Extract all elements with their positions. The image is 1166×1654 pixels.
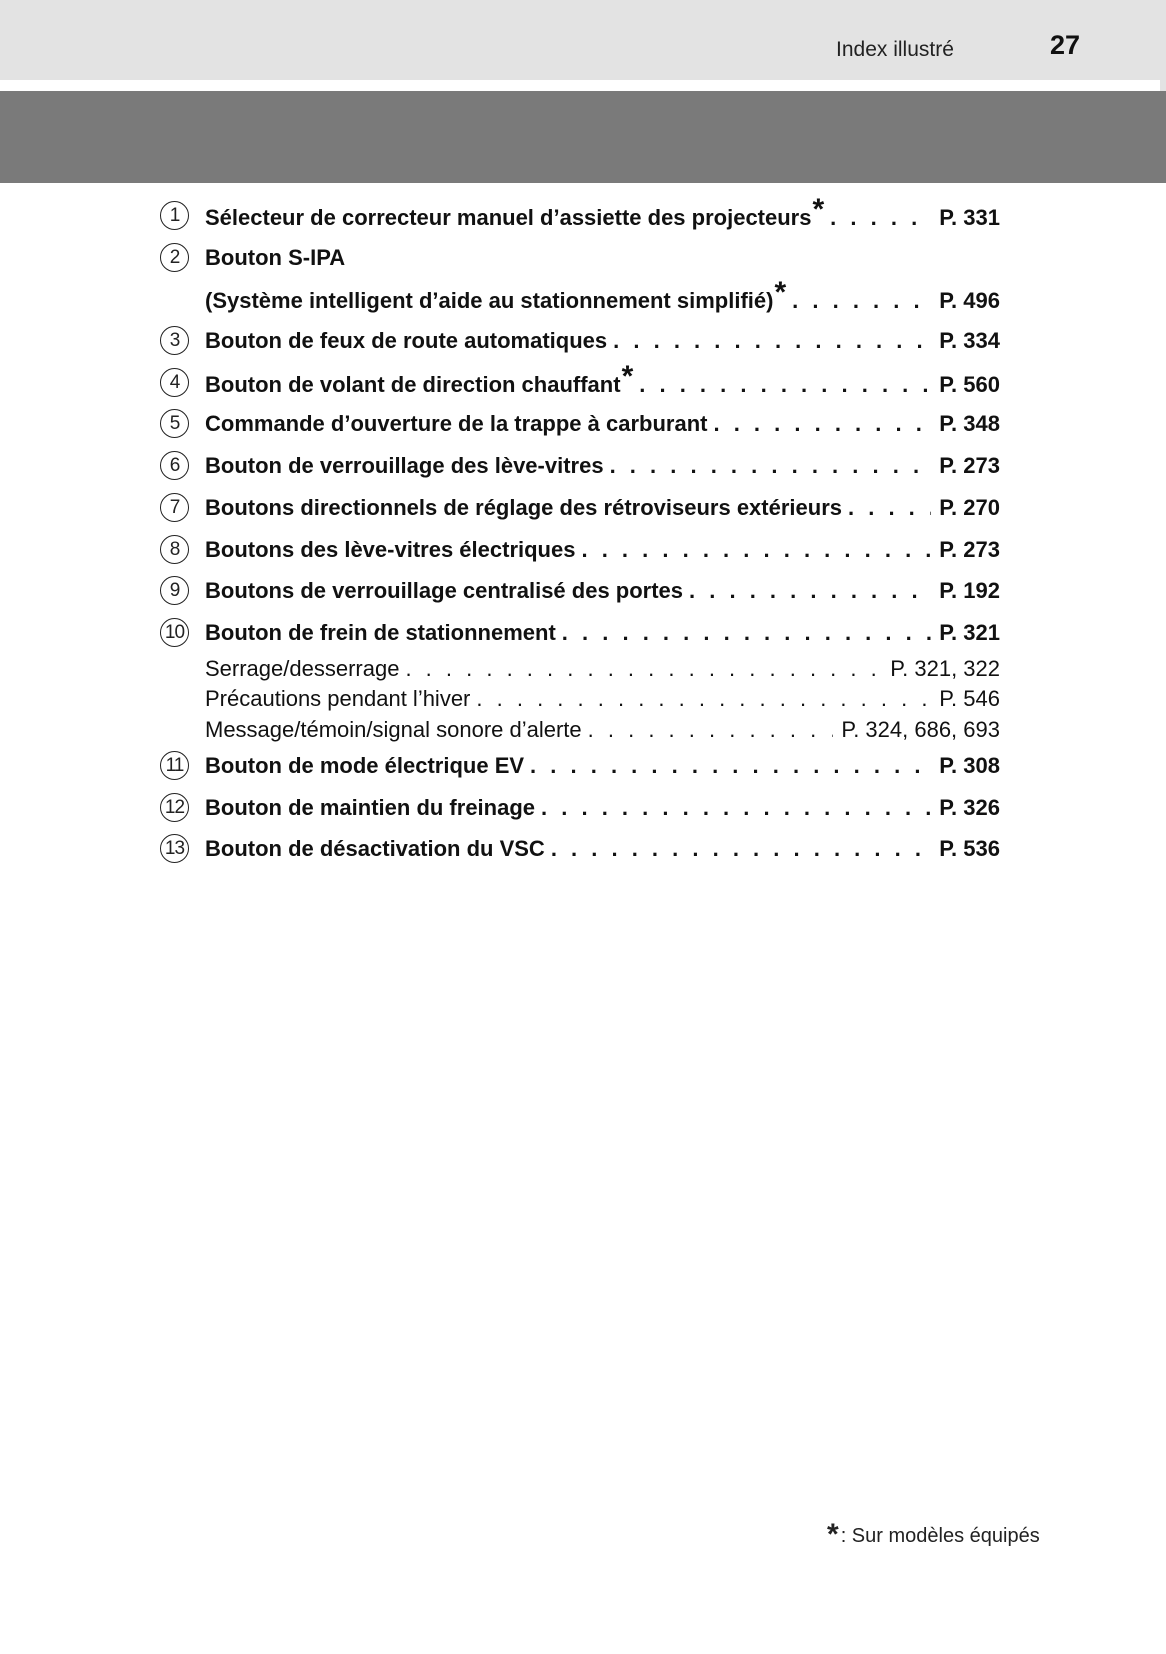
page-reference[interactable]: P. 321 [939,619,1000,645]
index-entry-line [160,278,1000,320]
index-entry-line [160,529,1000,571]
page-reference[interactable]: P. 326 [939,794,1000,820]
header-band [0,0,1166,80]
item-number-badge: 2 [160,243,189,272]
entry-label: Bouton de mode électrique EV [205,753,525,779]
section-title: Index illustré [836,38,954,61]
item-number-badge: 13 [160,834,189,863]
index-entry-line [160,787,1000,829]
entry-label: Bouton de maintien du freinage [205,794,536,820]
equipment-star: * [774,276,787,310]
dot-leader [581,529,931,571]
dot-leader [610,445,932,487]
entry-label: (Système intelligent d’aide au stationnement simplifié) [205,288,774,314]
dot-leader [405,654,882,685]
page-reference[interactable]: P. 560 [939,371,1000,397]
entry-label: Message/témoin/signal sonore d’alerte [205,716,582,742]
page-reference[interactable]: P. 308 [939,753,1000,779]
dot-leader [613,320,931,362]
index-entry [160,529,1000,571]
equipment-star: * [812,193,825,226]
dot-leader [639,364,931,406]
index-entry [160,237,1000,320]
index-entry-line [160,237,1000,279]
index-entry [160,745,1000,787]
dot-leader [792,280,931,322]
item-number-badge: 9 [160,576,189,605]
page-reference[interactable]: P. 334 [939,328,1000,354]
item-number-badge: 7 [160,493,189,522]
index-entry [160,359,1000,404]
entry-label: Précautions pendant l’hiver [205,686,471,712]
dot-leader [541,787,931,829]
index-entry [160,195,1000,237]
page-reference[interactable]: P. 192 [939,578,1000,604]
page-reference[interactable]: P. 348 [939,411,1000,437]
index-subentry [160,654,1000,685]
entry-label: Bouton de feux de route automatiques [205,328,608,354]
entry-label: Boutons directionnels de réglage des rétroviseurs extérieurs [205,494,842,520]
dot-leader [588,715,834,746]
dot-leader [830,197,931,239]
item-number-badge: 10 [160,618,189,647]
entry-label: Bouton S-IPA [205,244,346,270]
header-edge [1160,80,1166,91]
page-reference[interactable]: P. 496 [939,288,1000,314]
item-number-badge: 3 [160,326,189,355]
page-reference[interactable]: P. 270 [939,494,1000,520]
index-entry [160,487,1000,529]
index-entry [160,570,1000,612]
dot-leader [848,487,931,529]
index-entry-line [160,745,1000,787]
item-number-badge: 5 [160,409,189,438]
index-entry [160,320,1000,362]
index-entry-line [160,403,1000,445]
index-entry [160,403,1000,445]
index-entry [160,445,1000,487]
equipment-star: * [621,359,634,393]
index-entry-line [160,487,1000,529]
index-entry-line [160,570,1000,612]
item-number-badge: 8 [160,535,189,564]
index-subentry [160,684,1000,715]
page-reference[interactable]: P. 321, 322 [890,655,1000,681]
page-reference[interactable]: P. 536 [939,836,1000,862]
dot-leader [530,745,931,787]
index-entry-line [160,195,1000,237]
entry-label: Bouton de volant de direction chauffant [205,371,621,397]
footnote-text: : Sur modèles équipés [840,1525,1040,1547]
index-subentry [160,715,1000,746]
item-number-badge: 4 [160,368,189,397]
page-reference[interactable]: P. 324, 686, 693 [841,716,1000,742]
item-number-badge: 6 [160,451,189,480]
index-entry-line [160,612,1000,654]
dot-leader [713,403,931,445]
footnote [826,1516,1040,1550]
section-banner [0,91,1166,183]
index-list [160,195,1000,870]
entry-label: Serrage/desserrage [205,655,400,681]
dot-leader [689,570,931,612]
entry-label: Sélecteur de correcteur manuel d’assiette des projecteurs [205,205,812,230]
index-entry [160,828,1000,870]
dot-leader [476,684,931,715]
index-entry-line [160,320,1000,362]
entry-label: Bouton de désactivation du VSC [205,836,545,862]
page-reference[interactable]: P. 273 [939,536,1000,562]
page-reference[interactable]: P. 273 [939,453,1000,479]
entry-label: Commande d’ouverture de la trappe à carburant [205,411,708,437]
entry-label: Bouton de frein de stationnement [205,619,556,645]
entry-label: Boutons des lève-vitres électriques [205,536,576,562]
footnote-star: * [827,1518,839,1551]
item-number-badge: 12 [160,793,189,822]
index-entry-line [160,445,1000,487]
page-reference[interactable]: P. 331 [939,205,1000,230]
index-entry-line [160,359,1000,404]
item-number-badge: 11 [160,751,189,780]
index-entry [160,787,1000,829]
entry-label: Bouton de verrouillage des lève-vitres [205,453,604,479]
index-entry [160,612,1000,745]
index-entry-line [160,828,1000,870]
dot-leader [551,828,931,870]
page-number: 27 [1050,30,1081,60]
item-number-badge: 1 [160,201,189,230]
page-reference[interactable]: P. 546 [939,686,1000,712]
dot-leader [562,612,931,654]
entry-label: Boutons de verrouillage centralisé des portes [205,578,684,604]
